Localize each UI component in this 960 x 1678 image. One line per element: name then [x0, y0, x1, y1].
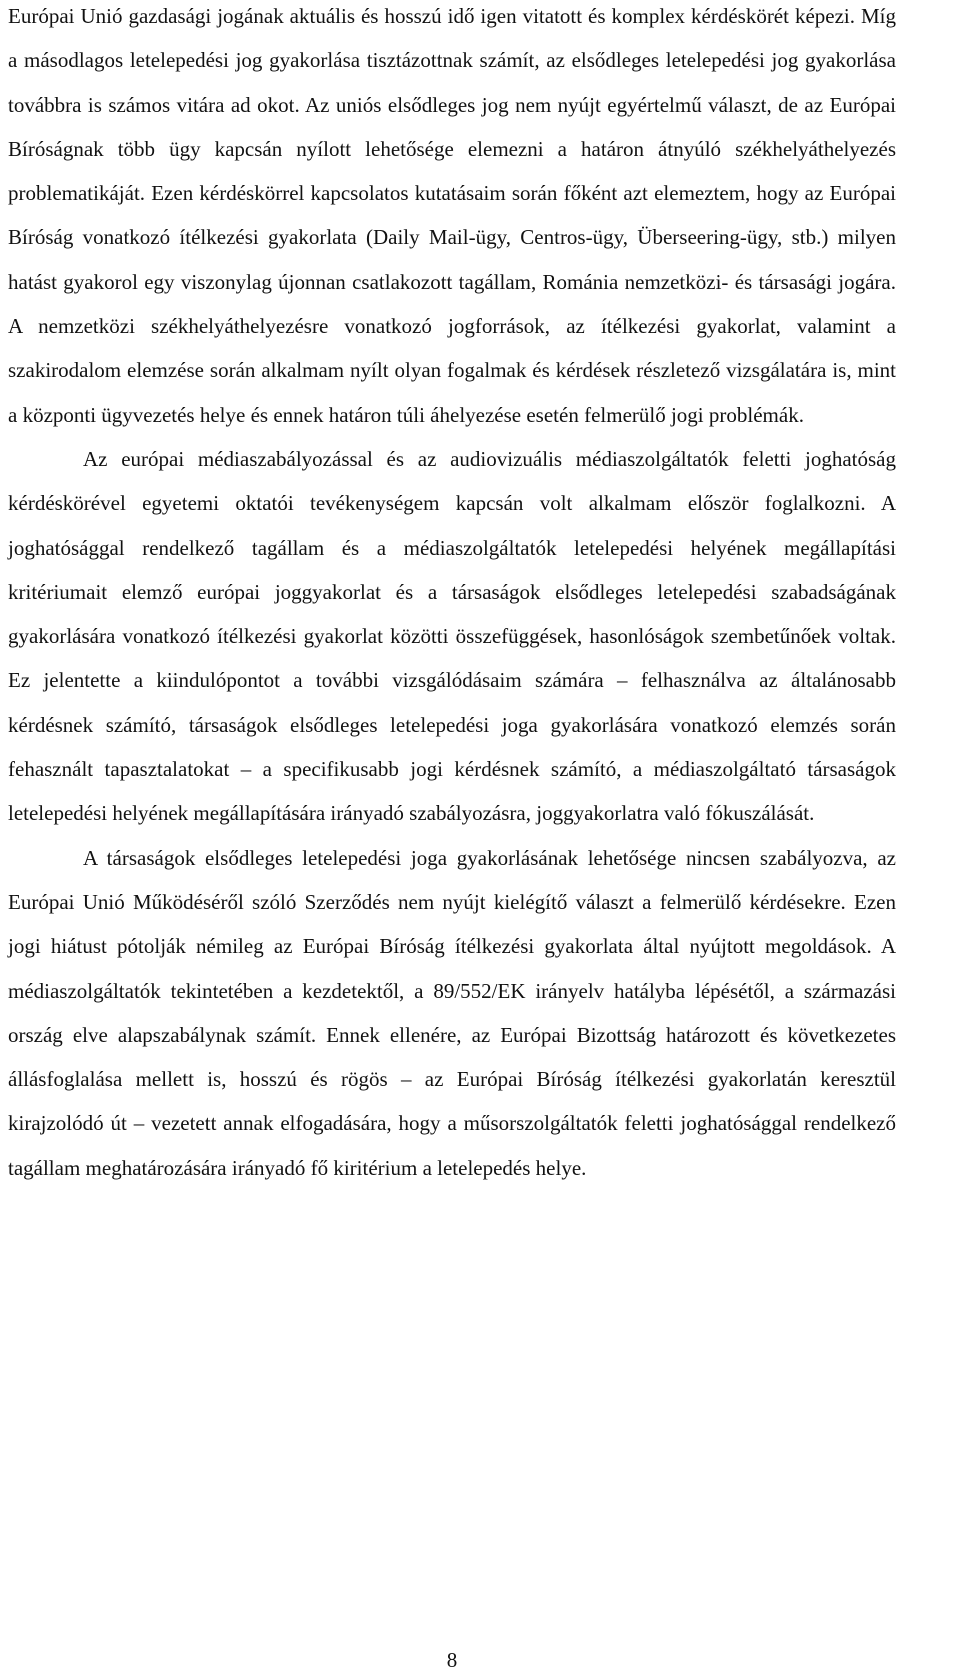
paragraph-2: Az európai médiaszabályozással és az audiovizuális médiaszolgáltatók feletti joghatóság kérdéskörével egyetemi oktatói tevékenységem kapcsán volt alkalmam először foglalkozni. A joghatósággal rendelkező tagállam és a médiaszolgáltatók letelepedési helyének megállapítási kritériumait elemző európai joggyakorlat és a társaságok elsődleges letelepedési szabadságának gyakorlására vonatkozó ítélkezési gyakorlat közötti összefüggések, hasonlóságok szembetűnőek voltak. Ez jelentette a kiindulópontot a további vizsgálódásaim számára – felhasználva az általánosabb kérdésnek számító, társaságok elsődleges letelepedési joga gyakorlására vonatkozó elemzés során fehasznált tapasztalatokat – a specifikusabb jogi kérdésnek számító, a médiaszolgáltató társaságok letelepedési helyének megállapítására irányadó szabályozásra, joggyakorlatra való fókuszálását. — [8, 446, 896, 826]
document-page — [8, 0, 896, 1678]
page-number: 8 — [446, 1648, 458, 1672]
paragraph-3: A társaságok elsődleges letelepedési joga gyakorlásának lehetősége nincsen szabályozva, az Európai Unió Működéséről szóló Szerződés nem nyújt kielégítő választ a felmerülő kérdésekre. Ezen jogi hiátust pótolják némileg az Európai Bíróság ítélkezési gyakorlata által nyújtott megoldások. A médiaszolgáltatók tekintetében a kezdetektől, a 89/552/EK irányelv hatályba lépésétől, a származási ország elve alapszabálynak számít. Ennek ellenére, az Európai Bizottság határozott és következetes állásfoglalása mellett is, hosszú és rögös – az Európai Bíróság ítélkezési gyakorlatán keresztül kirajzolódó út – vezetett annak elfogadására, hogy a műsorszolgáltatók feletti joghatósággal rendelkező tagállam meghatározására irányadó fő kiritérium a letelepedés helye. — [8, 845, 896, 1180]
paragraph-1: Európai Unió gazdasági jogának aktuális és hosszú idő igen vitatott és komplex kérdéskörét képezi. Míg a másodlagos letelepedési jog gyakorlása tisztázottnak számít, az elsődleges letelepedési jog gyakorlása továbbra is számos vitára ad okot. Az uniós elsődleges jog nem nyújt egyértelmű választ, de az Európai Bíróságnak több ügy kapcsán nyílott lehetősége elemezni a határon átnyúló székhelyáthelyezés problematikáját. Ezen kérdéskörrel kapcsolatos kutatásaim során főként azt elemeztem, hogy az Európai Bíróság vonatkozó ítélkezési gyakorlata (Daily Mail-ügy, Centros-ügy, Überseering-ügy, stb.) milyen hatást gyakorol egy viszonylag újonnan csatlakozott tagállam, Románia nemzetközi- és társasági jogára. A nemzetközi székhelyáthelyezésre vonatkozó jogforrások, az ítélkezési gyakorlat, valamint a szakirodalom elemzése során alkalmam nyílt olyan fogalmak és kérdések részletező vizsgálatára is, mint a központi ügyvezetés helye és ennek határon túli áhelyezése esetén felmerülő jogi problémák. — [8, 4, 896, 427]
